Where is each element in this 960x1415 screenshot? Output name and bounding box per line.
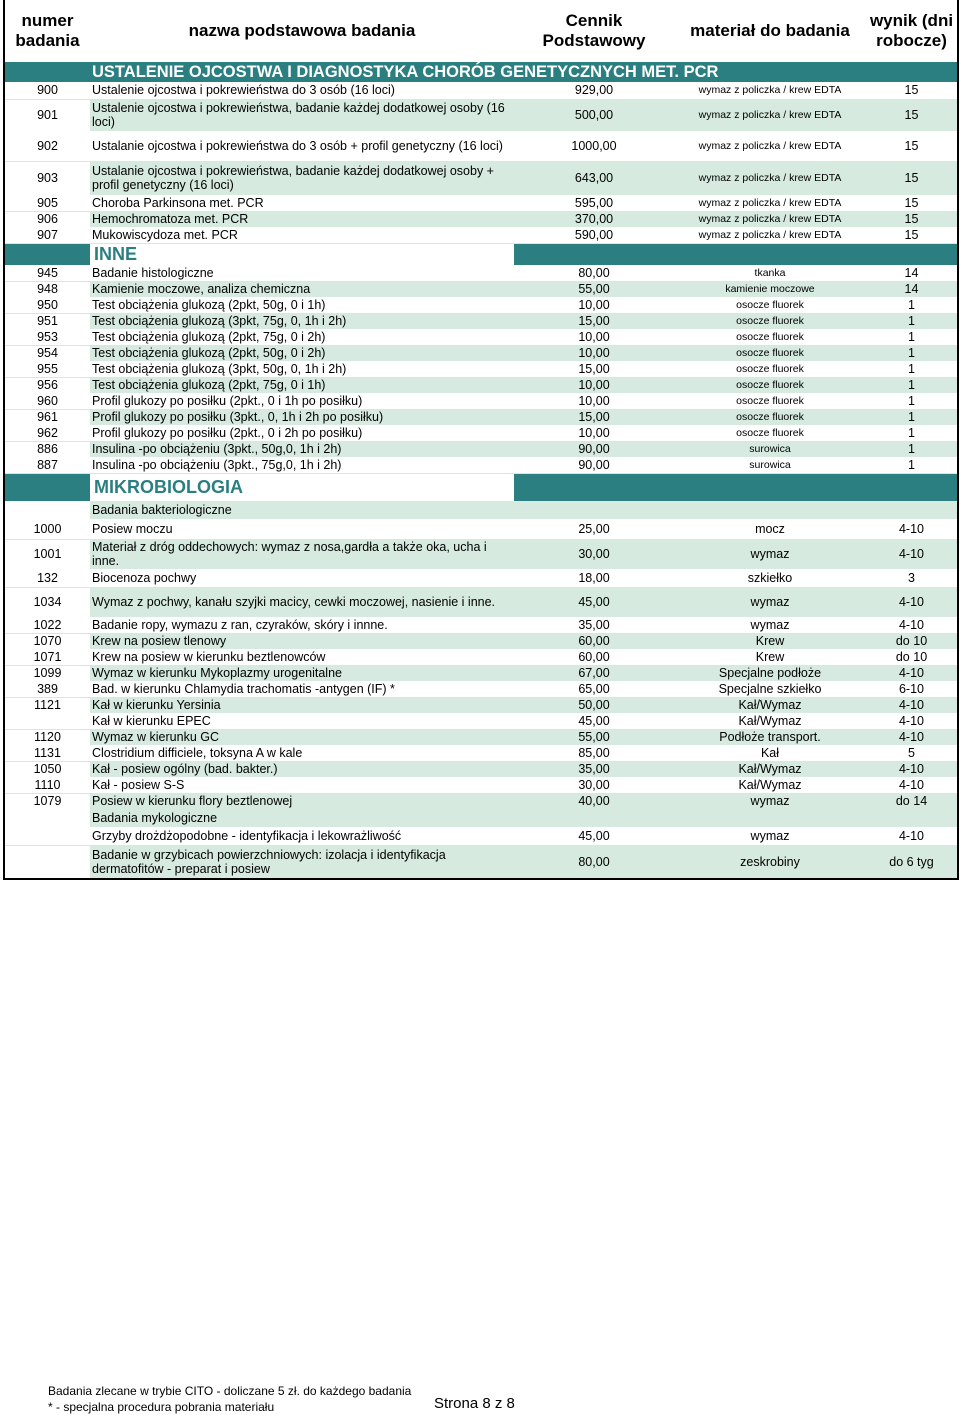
row-material <box>674 501 866 519</box>
row-days: 4-10 <box>866 539 958 569</box>
table-row <box>4 161 958 195</box>
row-number: 956 <box>4 377 90 393</box>
table-row <box>4 377 958 393</box>
row-days <box>866 809 958 827</box>
row-price: 40,00 <box>514 793 674 809</box>
row-number: 389 <box>4 681 90 697</box>
row-material: wymaz <box>674 539 866 569</box>
row-number: 1022 <box>4 617 90 633</box>
row-material: Kał/Wymaz <box>674 777 866 793</box>
row-material: wymaz z policzka / krew EDTA <box>674 161 866 195</box>
row-material: osocze fluorek <box>674 377 866 393</box>
row-days: 15 <box>866 82 958 99</box>
row-days: 1 <box>866 313 958 329</box>
table-row <box>4 361 958 377</box>
table-row <box>4 393 958 409</box>
row-test-name: Kał - posiew ogólny (bad. bakter.) <box>90 761 514 777</box>
table-row <box>4 313 958 329</box>
table-row <box>4 441 958 457</box>
row-number: 1121 <box>4 697 90 713</box>
row-price <box>514 809 674 827</box>
table-row <box>4 633 958 649</box>
row-days: 4-10 <box>866 761 958 777</box>
row-test-name: Badanie ropy, wymazu z ran, czyraków, skóry i innne. <box>90 617 514 633</box>
section-spacer <box>4 62 90 82</box>
row-days: 1 <box>866 297 958 313</box>
table-row <box>4 587 958 617</box>
row-price: 55,00 <box>514 281 674 297</box>
row-material <box>674 809 866 827</box>
footer-cito-note: Badania zlecane w trybie CITO - doliczane 5 zł. do każdego badania <box>48 1384 412 1398</box>
header-material: materiał do badania <box>690 21 850 40</box>
row-days: 14 <box>866 281 958 297</box>
row-price: 15,00 <box>514 361 674 377</box>
table-row <box>4 329 958 345</box>
table-row <box>4 281 958 297</box>
row-test-name: Test obciążenia glukozą (2pkt, 50g, 0 i 2h) <box>90 345 514 361</box>
row-material: wymaz z policzka / krew EDTA <box>674 227 866 243</box>
section-fill <box>514 473 958 501</box>
row-number: 902 <box>4 131 90 161</box>
row-price: 370,00 <box>514 211 674 227</box>
price-table <box>3 0 959 880</box>
row-number <box>4 845 90 879</box>
row-test-name: Mukowiscydoza met. PCR <box>90 227 514 243</box>
row-number: 1120 <box>4 729 90 745</box>
row-days: 6-10 <box>866 681 958 697</box>
table-row <box>4 761 958 777</box>
row-days: 15 <box>866 227 958 243</box>
row-days: 1 <box>866 425 958 441</box>
row-test-name: Ustalanie ojcostwa i pokrewieństwa, badanie każdej dodatkowej osoby + profil genetyczny (16 loci) <box>90 161 514 195</box>
section-other <box>4 243 958 265</box>
table-row <box>4 345 958 361</box>
section-spacer <box>4 243 90 265</box>
table-row <box>4 617 958 633</box>
row-test-name: Wymaz z pochwy, kanału szyjki macicy, cewki moczowej, nasienie i inne. <box>90 587 514 617</box>
row-material: wymaz z policzka / krew EDTA <box>674 211 866 227</box>
subsection-mycology <box>4 809 958 827</box>
row-days: 4-10 <box>866 697 958 713</box>
row-material: Krew <box>674 633 866 649</box>
row-material: osocze fluorek <box>674 345 866 361</box>
row-material: wymaz <box>674 827 866 845</box>
row-test-name: Posiew moczu <box>90 519 514 539</box>
row-test-name: Krew na posiew tlenowy <box>90 633 514 649</box>
row-price: 25,00 <box>514 519 674 539</box>
row-material: kamienie moczowe <box>674 281 866 297</box>
row-days: 15 <box>866 211 958 227</box>
row-number: 951 <box>4 313 90 329</box>
row-days: 15 <box>866 131 958 161</box>
table-row <box>4 713 958 729</box>
row-test-name: Profil glukozy po posiłku (2pkt., 0 i 2h po posiłku) <box>90 425 514 441</box>
row-material: wymaz <box>674 617 866 633</box>
row-test-name: Test obciążenia glukozą (3pkt, 50g, 0, 1h i 2h) <box>90 361 514 377</box>
row-test-name: Test obciążenia glukozą (2pkt, 50g, 0 i 1h) <box>90 297 514 313</box>
page-number: Strona 8 z 8 <box>434 1395 515 1412</box>
table-row <box>4 297 958 313</box>
row-test-name: Krew na posiew w kierunku beztlenowców <box>90 649 514 665</box>
row-days: 4-10 <box>866 777 958 793</box>
row-number: 945 <box>4 265 90 281</box>
row-days: 5 <box>866 745 958 761</box>
row-test-name: Badanie w grzybicach powierzchniowych: izolacja i identyfikacja dermatofitów - preparat i posiew <box>90 845 514 879</box>
row-number <box>4 501 90 519</box>
section-fill <box>514 243 958 265</box>
row-test-name: Kamienie moczowe, analiza chemiczna <box>90 281 514 297</box>
subsection-title: Badania mykologiczne <box>90 809 514 827</box>
row-test-name: Wymaz w kierunku GC <box>90 729 514 745</box>
row-test-name: Choroba Parkinsona met. PCR <box>90 195 514 211</box>
row-number: 948 <box>4 281 90 297</box>
row-days: 4-10 <box>866 617 958 633</box>
row-number: 1070 <box>4 633 90 649</box>
row-material: szkiełko <box>674 569 866 587</box>
table-row <box>4 827 958 845</box>
row-number <box>4 713 90 729</box>
row-material: Kał/Wymaz <box>674 713 866 729</box>
row-price: 80,00 <box>514 265 674 281</box>
row-price: 15,00 <box>514 409 674 425</box>
row-number: 1001 <box>4 539 90 569</box>
section-spacer <box>4 473 90 501</box>
row-material: surowica <box>674 441 866 457</box>
row-days: 3 <box>866 569 958 587</box>
row-test-name: Wymaz w kierunku Mykoplazmy urogenitalne <box>90 665 514 681</box>
row-test-name: Test obciążenia glukozą (2pkt, 75g, 0 i 2h) <box>90 329 514 345</box>
row-material: osocze fluorek <box>674 393 866 409</box>
row-days: 1 <box>866 361 958 377</box>
table-row <box>4 457 958 473</box>
row-material: Kał/Wymaz <box>674 761 866 777</box>
table-row <box>4 539 958 569</box>
row-days: 1 <box>866 393 958 409</box>
row-number: 955 <box>4 361 90 377</box>
row-number: 950 <box>4 297 90 313</box>
row-days: 1 <box>866 377 958 393</box>
row-days: do 10 <box>866 649 958 665</box>
row-price: 60,00 <box>514 649 674 665</box>
subsection-bacteriology <box>4 501 958 519</box>
row-test-name: Test obciążenia glukozą (2pkt, 75g, 0 i 1h) <box>90 377 514 393</box>
table-row <box>4 82 958 99</box>
row-number: 1071 <box>4 649 90 665</box>
row-test-name: Posiew w kierunku flory beztlenowej <box>90 793 514 809</box>
row-days: 15 <box>866 161 958 195</box>
row-test-name: Kał - posiew S-S <box>90 777 514 793</box>
row-test-name: Ustalanie ojcostwa i pokrewieństwa do 3 osób + profil genetyczny (16 loci) <box>90 131 514 161</box>
header-name: nazwa podstawowa badania <box>188 21 416 40</box>
row-number: 905 <box>4 195 90 211</box>
row-material: wymaz z policzka / krew EDTA <box>674 99 866 131</box>
row-price: 929,00 <box>514 82 674 99</box>
row-days: 15 <box>866 195 958 211</box>
row-material: tkanka <box>674 265 866 281</box>
row-days: 4-10 <box>866 665 958 681</box>
table-row <box>4 131 958 161</box>
row-price: 65,00 <box>514 681 674 697</box>
table-row <box>4 99 958 131</box>
section-title: INNE <box>90 243 514 265</box>
table-row <box>4 265 958 281</box>
row-test-name: Materiał z dróg oddechowych: wymaz z nosa,gardła a także oka, ucha i inne. <box>90 539 514 569</box>
row-test-name: Hemochromatoza met. PCR <box>90 211 514 227</box>
row-days: do 6 tyg <box>866 845 958 879</box>
row-number: 901 <box>4 99 90 131</box>
row-number: 953 <box>4 329 90 345</box>
price-list-page <box>3 0 957 880</box>
row-price: 50,00 <box>514 697 674 713</box>
row-number: 961 <box>4 409 90 425</box>
row-material: Kał <box>674 745 866 761</box>
row-material: wymaz z policzka / krew EDTA <box>674 131 866 161</box>
row-price: 10,00 <box>514 377 674 393</box>
row-test-name: Kał w kierunku Yersinia <box>90 697 514 713</box>
row-number: 954 <box>4 345 90 361</box>
subsection-title: Badania bakteriologiczne <box>90 501 514 519</box>
row-price: 55,00 <box>514 729 674 745</box>
table-row <box>4 745 958 761</box>
row-test-name: Test obciążenia glukozą (3pkt, 75g, 0, 1h i 2h) <box>90 313 514 329</box>
row-price: 80,00 <box>514 845 674 879</box>
row-price: 10,00 <box>514 393 674 409</box>
row-price: 10,00 <box>514 297 674 313</box>
row-material: wymaz <box>674 793 866 809</box>
row-test-name: Bad. w kierunku Chlamydia trachomatis -antygen (IF) * <box>90 681 514 697</box>
row-days: do 10 <box>866 633 958 649</box>
row-days: 4-10 <box>866 729 958 745</box>
table-row <box>4 777 958 793</box>
row-days: 4-10 <box>866 519 958 539</box>
row-material: osocze fluorek <box>674 409 866 425</box>
table-row <box>4 729 958 745</box>
row-number: 1079 <box>4 793 90 809</box>
row-test-name: Insulina -po obciążeniu (3pkt., 75g,0, 1h i 2h) <box>90 457 514 473</box>
row-price: 10,00 <box>514 425 674 441</box>
row-number: 1000 <box>4 519 90 539</box>
table-row <box>4 409 958 425</box>
row-material: zeskrobiny <box>674 845 866 879</box>
table-row <box>4 681 958 697</box>
row-price: 90,00 <box>514 457 674 473</box>
row-test-name: Grzyby drożdżopodobne - identyfikacja i lekowrażliwość <box>90 827 514 845</box>
row-days: 1 <box>866 345 958 361</box>
row-price: 90,00 <box>514 441 674 457</box>
row-material: surowica <box>674 457 866 473</box>
table-row <box>4 211 958 227</box>
row-material: osocze fluorek <box>674 297 866 313</box>
row-price <box>514 501 674 519</box>
row-price: 500,00 <box>514 99 674 131</box>
section-genetics <box>4 62 958 82</box>
row-number <box>4 809 90 827</box>
row-price: 45,00 <box>514 827 674 845</box>
row-price: 45,00 <box>514 713 674 729</box>
row-price: 1000,00 <box>514 131 674 161</box>
row-number: 1050 <box>4 761 90 777</box>
row-number: 900 <box>4 82 90 99</box>
row-material: osocze fluorek <box>674 313 866 329</box>
table-row <box>4 569 958 587</box>
row-material: Specjalne szkiełko <box>674 681 866 697</box>
table-row <box>4 793 958 809</box>
row-price: 18,00 <box>514 569 674 587</box>
row-test-name: Profil glukozy po posiłku (3pkt., 0, 1h i 2h po posiłku) <box>90 409 514 425</box>
row-days: do 14 <box>866 793 958 809</box>
row-days: 15 <box>866 99 958 131</box>
table-row <box>4 227 958 243</box>
header-num: numer badania <box>15 11 80 50</box>
section-title: USTALENIE OJCOSTWA I DIAGNOSTYKA CHORÓB GENETYCZNYCH MET. PCR <box>90 62 958 82</box>
row-material: osocze fluorek <box>674 425 866 441</box>
row-number <box>4 827 90 845</box>
header-price: Cennik Podstawowy <box>542 11 646 50</box>
row-material: wymaz <box>674 587 866 617</box>
row-test-name: Insulina -po obciążeniu (3pkt., 50g,0, 1h i 2h) <box>90 441 514 457</box>
row-price: 85,00 <box>514 745 674 761</box>
row-test-name: Profil glukozy po posiłku (2pkt., 0 i 1h po posiłku) <box>90 393 514 409</box>
row-price: 595,00 <box>514 195 674 211</box>
row-days: 1 <box>866 329 958 345</box>
row-test-name: Kał w kierunku EPEC <box>90 713 514 729</box>
row-days <box>866 501 958 519</box>
row-material: osocze fluorek <box>674 329 866 345</box>
row-test-name: Ustalenie ojcostwa i pokrewieństwa, badanie każdej dodatkowej osoby (16 loci) <box>90 99 514 131</box>
row-test-name: Clostridium difficiele, toksyna A w kale <box>90 745 514 761</box>
row-price: 35,00 <box>514 761 674 777</box>
row-material: Specjalne podłoże <box>674 665 866 681</box>
table-row <box>4 519 958 539</box>
footer-asterisk-note: * - specjalna procedura pobrania materiału <box>48 1400 275 1414</box>
row-number: 132 <box>4 569 90 587</box>
row-test-name: Ustalenie ojcostwa i pokrewieństwa do 3 osób (16 loci) <box>90 82 514 99</box>
row-price: 60,00 <box>514 633 674 649</box>
row-days: 1 <box>866 457 958 473</box>
row-number: 887 <box>4 457 90 473</box>
row-test-name: Badanie histologiczne <box>90 265 514 281</box>
row-price: 30,00 <box>514 539 674 569</box>
row-number: 886 <box>4 441 90 457</box>
table-row <box>4 697 958 713</box>
row-days: 4-10 <box>866 587 958 617</box>
row-price: 30,00 <box>514 777 674 793</box>
row-price: 643,00 <box>514 161 674 195</box>
row-price: 590,00 <box>514 227 674 243</box>
table-row <box>4 845 958 879</box>
row-number: 1034 <box>4 587 90 617</box>
footer-notes <box>48 1383 411 1415</box>
row-number: 962 <box>4 425 90 441</box>
table-row <box>4 649 958 665</box>
header-row <box>4 0 958 62</box>
row-number: 960 <box>4 393 90 409</box>
row-number: 907 <box>4 227 90 243</box>
row-price: 45,00 <box>514 587 674 617</box>
row-price: 67,00 <box>514 665 674 681</box>
row-material: osocze fluorek <box>674 361 866 377</box>
row-price: 10,00 <box>514 329 674 345</box>
section-title: MIKROBIOLOGIA <box>90 473 514 501</box>
row-test-name: Biocenoza pochwy <box>90 569 514 587</box>
table-row <box>4 665 958 681</box>
row-price: 35,00 <box>514 617 674 633</box>
row-days: 1 <box>866 441 958 457</box>
row-days: 14 <box>866 265 958 281</box>
row-material: Podłoże transport. <box>674 729 866 745</box>
row-material: wymaz z policzka / krew EDTA <box>674 82 866 99</box>
table-row <box>4 425 958 441</box>
row-price: 15,00 <box>514 313 674 329</box>
row-number: 1099 <box>4 665 90 681</box>
row-number: 906 <box>4 211 90 227</box>
table-row <box>4 195 958 211</box>
header-days: wynik (dni robocze) <box>869 11 954 50</box>
row-number: 903 <box>4 161 90 195</box>
row-material: wymaz z policzka / krew EDTA <box>674 195 866 211</box>
section-microbiology <box>4 473 958 501</box>
row-material: mocz <box>674 519 866 539</box>
row-days: 4-10 <box>866 827 958 845</box>
row-material: Krew <box>674 649 866 665</box>
row-days: 1 <box>866 409 958 425</box>
row-material: Kał/Wymaz <box>674 697 866 713</box>
row-number: 1110 <box>4 777 90 793</box>
row-price: 10,00 <box>514 345 674 361</box>
row-days: 4-10 <box>866 713 958 729</box>
row-number: 1131 <box>4 745 90 761</box>
